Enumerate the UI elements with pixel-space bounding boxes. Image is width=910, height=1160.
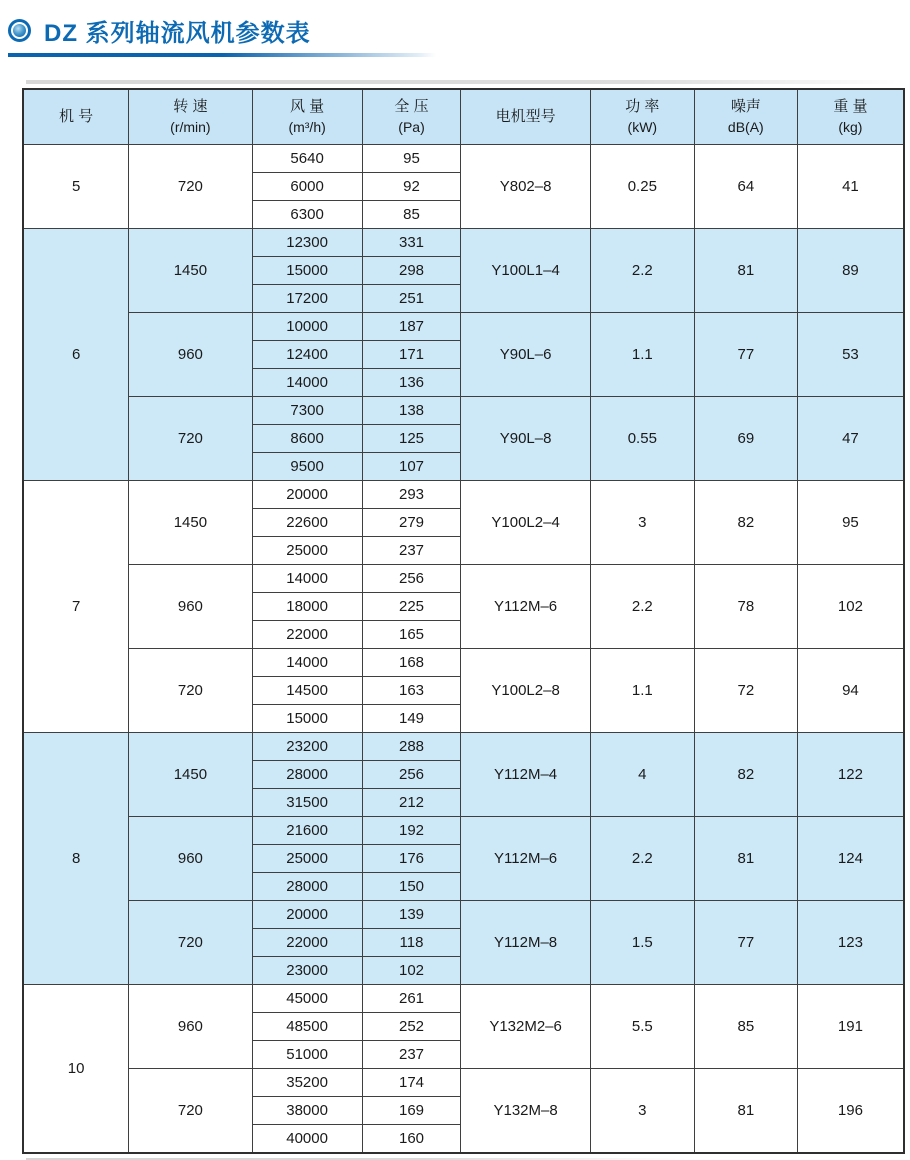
motor-cell: Y112M–6: [461, 565, 591, 649]
weight-cell: 122: [797, 733, 904, 817]
table-row: [23, 565, 904, 593]
pressure-cell: 256: [362, 761, 461, 789]
column-header-title: 转 速: [173, 98, 208, 116]
flow-cell: 12400: [252, 341, 362, 369]
column-header-3: [362, 89, 461, 145]
flow-cell: 15000: [252, 705, 362, 733]
flow-cell: 6000: [252, 173, 362, 201]
weight-cell: 191: [797, 985, 904, 1069]
pressure-cell: 212: [362, 789, 461, 817]
flow-cell: 14000: [252, 649, 362, 677]
flow-cell: 9500: [252, 453, 362, 481]
flow-cell: 8600: [252, 425, 362, 453]
pressure-cell: 187: [362, 313, 461, 341]
column-header-unit: dB(A): [727, 118, 764, 135]
flow-cell: 35200: [252, 1069, 362, 1097]
pressure-cell: 298: [362, 257, 461, 285]
power-cell: 0.55: [590, 397, 694, 481]
flow-cell: 31500: [252, 789, 362, 817]
table-row: [23, 901, 904, 929]
pressure-cell: 136: [362, 369, 461, 397]
power-cell: 3: [590, 481, 694, 565]
column-header-unit: (m³/h): [288, 118, 326, 135]
noise-cell: 64: [694, 145, 797, 229]
model-cell: 10: [23, 985, 129, 1154]
table-header: [23, 89, 904, 145]
flow-cell: 14000: [252, 369, 362, 397]
noise-cell: 82: [694, 481, 797, 565]
bullseye-icon: [8, 19, 31, 42]
page-title: DZ 系列轴流风机参数表: [44, 20, 311, 47]
pressure-cell: 102: [362, 957, 461, 985]
noise-cell: 72: [694, 649, 797, 733]
pressure-cell: 163: [362, 677, 461, 705]
speed-cell: 960: [129, 313, 252, 397]
noise-cell: 81: [694, 1069, 797, 1154]
flow-cell: 22000: [252, 929, 362, 957]
header-row: [23, 89, 904, 145]
pressure-cell: 138: [362, 397, 461, 425]
noise-cell: 82: [694, 733, 797, 817]
table-body: [23, 145, 904, 1154]
flow-cell: 15000: [252, 257, 362, 285]
column-header-title: 噪声: [730, 98, 761, 116]
speed-cell: 960: [129, 817, 252, 901]
speed-cell: 720: [129, 901, 252, 985]
speed-cell: 960: [129, 565, 252, 649]
speed-cell: 1450: [129, 733, 252, 817]
column-header-1: [129, 89, 252, 145]
column-header-7: [797, 89, 904, 145]
column-header-title: 功 率: [625, 98, 660, 116]
column-header-unit: (kg): [838, 118, 863, 135]
noise-cell: 81: [694, 229, 797, 313]
table-row: [23, 313, 904, 341]
weight-cell: 124: [797, 817, 904, 901]
power-cell: 5.5: [590, 985, 694, 1069]
flow-cell: 23000: [252, 957, 362, 985]
column-header-unit: (Pa): [398, 118, 425, 135]
page-header: [8, 13, 910, 48]
power-cell: 2.2: [590, 229, 694, 313]
title-underline: [8, 53, 436, 57]
column-header-title: 机 号: [59, 107, 94, 125]
pressure-cell: 331: [362, 229, 461, 257]
pressure-cell: 293: [362, 481, 461, 509]
table-row: [23, 229, 904, 257]
power-cell: 3: [590, 1069, 694, 1154]
speed-cell: 720: [129, 649, 252, 733]
motor-cell: Y132M2–6: [461, 985, 591, 1069]
table-row: [23, 481, 904, 509]
column-header-title: 电机型号: [495, 107, 556, 125]
motor-cell: Y100L2–4: [461, 481, 591, 565]
motor-cell: Y90L–6: [461, 313, 591, 397]
column-header-unit: (kW): [627, 118, 658, 135]
pressure-cell: 176: [362, 845, 461, 873]
column-header-title: 全 压: [394, 98, 429, 116]
power-cell: 2.2: [590, 565, 694, 649]
table-row: [23, 817, 904, 845]
column-header-title: 风 量: [290, 98, 325, 116]
flow-cell: 28000: [252, 761, 362, 789]
pressure-cell: 168: [362, 649, 461, 677]
noise-cell: 77: [694, 901, 797, 985]
weight-cell: 95: [797, 481, 904, 565]
flow-cell: 28000: [252, 873, 362, 901]
pressure-cell: 237: [362, 1041, 461, 1069]
flow-cell: 12300: [252, 229, 362, 257]
pressure-cell: 251: [362, 285, 461, 313]
flow-cell: 14500: [252, 677, 362, 705]
pressure-cell: 174: [362, 1069, 461, 1097]
motor-cell: Y112M–4: [461, 733, 591, 817]
flow-cell: 6300: [252, 201, 362, 229]
table-row: [23, 145, 904, 173]
pressure-cell: 256: [362, 565, 461, 593]
pressure-cell: 192: [362, 817, 461, 845]
pressure-cell: 118: [362, 929, 461, 957]
pressure-cell: 85: [362, 201, 461, 229]
flow-cell: 38000: [252, 1097, 362, 1125]
speed-cell: 720: [129, 145, 252, 229]
noise-cell: 69: [694, 397, 797, 481]
flow-cell: 22000: [252, 621, 362, 649]
speed-cell: 1450: [129, 481, 252, 565]
column-header-0: [23, 89, 129, 145]
model-cell: 6: [23, 229, 129, 481]
motor-cell: Y100L1–4: [461, 229, 591, 313]
fan-parameter-table: [22, 88, 905, 1154]
column-header-4: [461, 89, 591, 145]
weight-cell: 196: [797, 1069, 904, 1154]
flow-cell: 22600: [252, 509, 362, 537]
flow-cell: 23200: [252, 733, 362, 761]
noise-cell: 81: [694, 817, 797, 901]
pressure-cell: 139: [362, 901, 461, 929]
flow-cell: 7300: [252, 397, 362, 425]
table-row: [23, 1069, 904, 1097]
flow-cell: 5640: [252, 145, 362, 173]
pressure-cell: 171: [362, 341, 461, 369]
power-cell: 4: [590, 733, 694, 817]
pressure-cell: 125: [362, 425, 461, 453]
table-top-shadow: [26, 80, 906, 84]
pressure-cell: 160: [362, 1125, 461, 1154]
flow-cell: 20000: [252, 481, 362, 509]
column-header-unit: (r/min): [170, 118, 211, 135]
flow-cell: 20000: [252, 901, 362, 929]
motor-cell: Y112M–8: [461, 901, 591, 985]
flow-cell: 25000: [252, 537, 362, 565]
motor-cell: Y802–8: [461, 145, 591, 229]
flow-cell: 25000: [252, 845, 362, 873]
speed-cell: 1450: [129, 229, 252, 313]
flow-cell: 14000: [252, 565, 362, 593]
pressure-cell: 92: [362, 173, 461, 201]
weight-cell: 102: [797, 565, 904, 649]
power-cell: 1.1: [590, 313, 694, 397]
power-cell: 1.5: [590, 901, 694, 985]
weight-cell: 94: [797, 649, 904, 733]
pressure-cell: 252: [362, 1013, 461, 1041]
weight-cell: 123: [797, 901, 904, 985]
flow-cell: 48500: [252, 1013, 362, 1041]
flow-cell: 40000: [252, 1125, 362, 1154]
weight-cell: 41: [797, 145, 904, 229]
pressure-cell: 149: [362, 705, 461, 733]
pressure-cell: 279: [362, 509, 461, 537]
flow-cell: 21600: [252, 817, 362, 845]
weight-cell: 89: [797, 229, 904, 313]
model-cell: 8: [23, 733, 129, 985]
flow-cell: 51000: [252, 1041, 362, 1069]
table-row: [23, 649, 904, 677]
noise-cell: 78: [694, 565, 797, 649]
table-row: [23, 397, 904, 425]
speed-cell: 960: [129, 985, 252, 1069]
power-cell: 1.1: [590, 649, 694, 733]
motor-cell: Y100L2–8: [461, 649, 591, 733]
model-cell: 5: [23, 145, 129, 229]
weight-cell: 53: [797, 313, 904, 397]
pressure-cell: 288: [362, 733, 461, 761]
table-row: [23, 985, 904, 1013]
pressure-cell: 225: [362, 593, 461, 621]
table-row: [23, 733, 904, 761]
pressure-cell: 165: [362, 621, 461, 649]
column-header-5: [590, 89, 694, 145]
pressure-cell: 95: [362, 145, 461, 173]
flow-cell: 17200: [252, 285, 362, 313]
column-header-2: [252, 89, 362, 145]
motor-cell: Y112M–6: [461, 817, 591, 901]
weight-cell: 47: [797, 397, 904, 481]
flow-cell: 45000: [252, 985, 362, 1013]
power-cell: 2.2: [590, 817, 694, 901]
motor-cell: Y132M–8: [461, 1069, 591, 1154]
model-cell: 7: [23, 481, 129, 733]
column-header-6: [694, 89, 797, 145]
speed-cell: 720: [129, 397, 252, 481]
noise-cell: 85: [694, 985, 797, 1069]
pressure-cell: 237: [362, 537, 461, 565]
motor-cell: Y90L–8: [461, 397, 591, 481]
column-header-title: 重 量: [833, 98, 868, 116]
power-cell: 0.25: [590, 145, 694, 229]
pressure-cell: 169: [362, 1097, 461, 1125]
speed-cell: 720: [129, 1069, 252, 1154]
pressure-cell: 107: [362, 453, 461, 481]
pressure-cell: 150: [362, 873, 461, 901]
pressure-cell: 261: [362, 985, 461, 1013]
flow-cell: 18000: [252, 593, 362, 621]
flow-cell: 10000: [252, 313, 362, 341]
noise-cell: 77: [694, 313, 797, 397]
